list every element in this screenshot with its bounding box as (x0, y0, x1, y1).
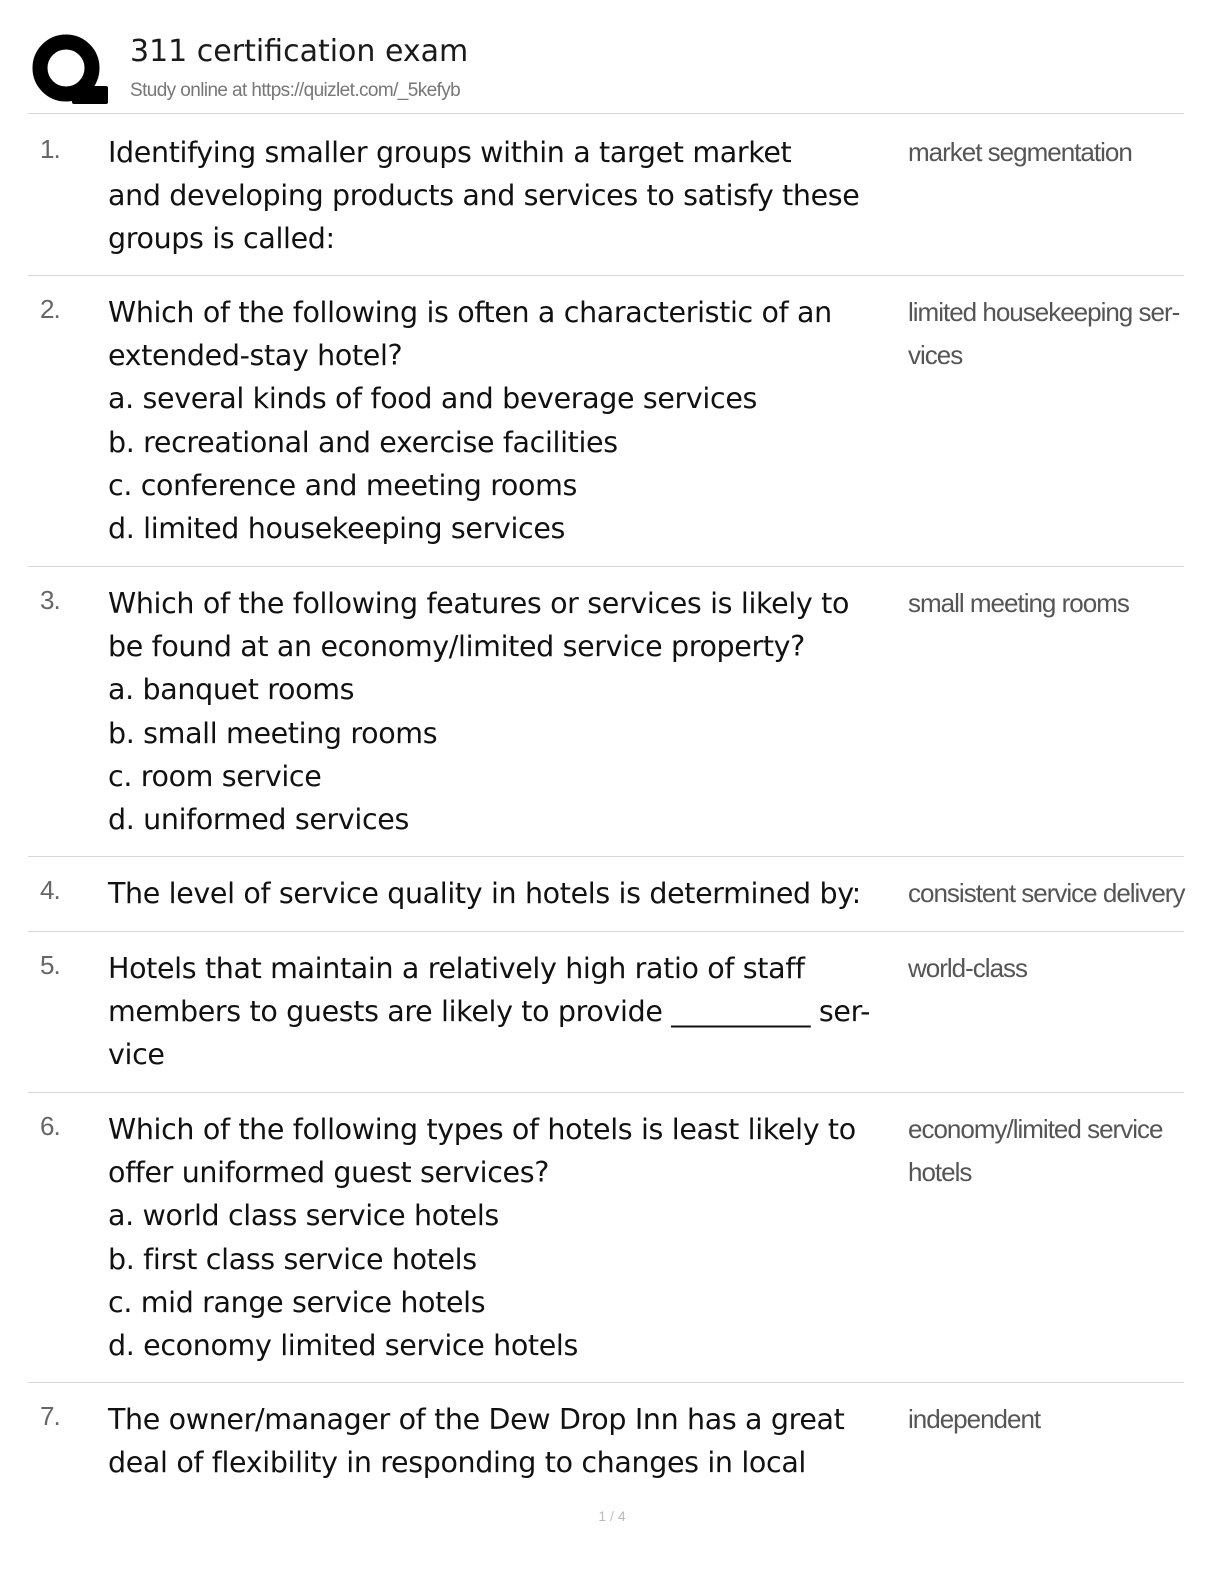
term-line: a. world class service hotels (108, 1199, 499, 1233)
card-definition (908, 1398, 1178, 1441)
term-line: Which of the following features or services is likely to (108, 587, 850, 620)
term-line: groups is called: (108, 222, 335, 256)
term-line: c. room service (108, 759, 322, 793)
term-line: and developing products and services to satisfy these (108, 179, 860, 213)
page-title: 311 certification exam (130, 34, 469, 69)
term-line: b. recreational and exercise facilities (108, 425, 618, 459)
card-term (108, 582, 904, 841)
card-term (108, 872, 904, 915)
card-number: 7. (40, 1401, 60, 1431)
definition-line: economy/limited service (908, 1114, 1163, 1144)
flashcard-row (28, 932, 1184, 1093)
flashcard-row (28, 1383, 1184, 1493)
page-number: 1 / 4 (598, 1508, 626, 1524)
term-line: The owner/manager of the Dew Drop Inn has a great (108, 1403, 845, 1436)
card-definition (908, 872, 1185, 915)
card-term (108, 1108, 904, 1367)
term-line: d. limited housekeeping services (108, 512, 566, 546)
flashcard-row (28, 567, 1184, 857)
card-number: 5. (40, 950, 60, 980)
term-line: d. economy limited service hotels (108, 1329, 578, 1363)
flashcard-row (28, 276, 1184, 567)
flashcard-row (28, 1093, 1184, 1383)
definition-line: world-class (908, 953, 1028, 983)
definition-line: hotels (908, 1157, 972, 1188)
card-number: 6. (40, 1111, 60, 1141)
flashcard-row (28, 857, 1184, 932)
term-line: The level of service quality in hotels is determined by: (108, 877, 861, 910)
term-line: deal of flexibility in responding to changes in local (108, 1446, 807, 1480)
term-line: vice (108, 1038, 165, 1072)
term-line: Identifying smaller groups within a target market (108, 136, 792, 169)
card-term (108, 1398, 904, 1484)
card-definition (908, 291, 1178, 377)
card-number: 1. (40, 134, 60, 164)
card-number: 3. (40, 585, 60, 615)
header (28, 30, 1184, 114)
flashcard-row (28, 116, 1184, 276)
definition-line: vices (908, 340, 963, 371)
card-term (108, 947, 904, 1077)
card-definition (908, 582, 1178, 625)
flashcard-list (28, 116, 1184, 1493)
term-line: Hotels that maintain a relatively high ratio of staff (108, 952, 805, 985)
card-number: 2. (40, 294, 60, 324)
study-link[interactable]: Study online at https://quizlet.com/_5kefyb (130, 80, 461, 101)
term-line: Which of the following types of hotels is least likely to (108, 1113, 856, 1146)
term-line: d. uniformed services (108, 803, 409, 837)
term-line: a. several kinds of food and beverage services (108, 382, 758, 416)
card-term (108, 131, 904, 261)
definition-line: independent (908, 1404, 1041, 1434)
card-definition (908, 947, 1178, 990)
card-definition (908, 131, 1178, 174)
definition-line: consistent service delivery (908, 878, 1185, 908)
term-line: c. conference and meeting rooms (108, 468, 578, 502)
definition-line: small meeting rooms (908, 588, 1129, 618)
quizlet-logo-icon (28, 30, 110, 112)
term-line: Which of the following is often a characteristic of an (108, 296, 832, 329)
term-line: members to guests are likely to provide __________ ser- (108, 995, 871, 1029)
definition-line: limited housekeeping ser- (908, 297, 1180, 327)
term-line: b. small meeting rooms (108, 716, 438, 750)
term-line: b. first class service hotels (108, 1242, 477, 1276)
term-line: c. mid range service hotels (108, 1285, 486, 1319)
card-term (108, 291, 904, 550)
term-line: be found at an economy/limited service property? (108, 630, 805, 664)
card-definition (908, 1108, 1178, 1194)
term-line: a. banquet rooms (108, 673, 355, 707)
definition-line: market segmentation (908, 137, 1132, 167)
term-line: offer uniformed guest services? (108, 1156, 549, 1190)
term-line: extended-stay hotel? (108, 339, 403, 373)
card-number: 4. (40, 875, 60, 905)
